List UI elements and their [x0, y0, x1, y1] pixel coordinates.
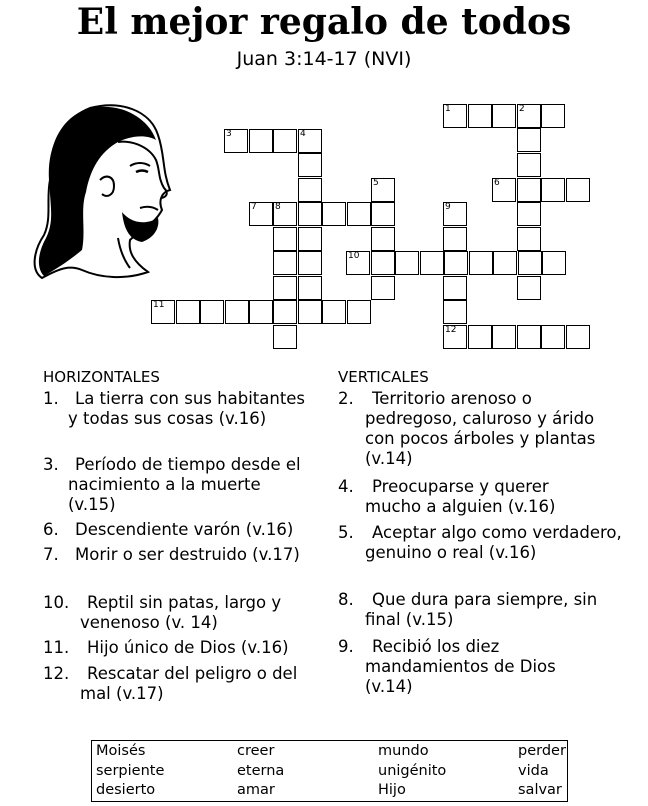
crossword-cell[interactable]: [298, 129, 322, 153]
clue-text: Preocuparse y querer mucho a alguien (v.16): [365, 477, 556, 516]
clue-text: Descendiente varón (v.16): [75, 520, 294, 539]
crossword-cell[interactable]: [371, 276, 395, 300]
crossword-cell[interactable]: [518, 251, 542, 275]
crossword-cell[interactable]: [273, 251, 297, 275]
crossword-cell[interactable]: [371, 178, 395, 202]
crossword-cell[interactable]: [492, 178, 516, 202]
clue-number: 9.: [338, 637, 354, 656]
clue-number: 6: [494, 178, 500, 188]
crossword-cell[interactable]: [420, 251, 444, 275]
crossword-cell[interactable]: [298, 178, 322, 202]
clue-text: La tierra con sus habitantes y todas sus cosas (v.16): [68, 389, 306, 428]
clue-number: 5: [373, 178, 379, 188]
crossword-cell[interactable]: [492, 325, 516, 349]
crossword-cell[interactable]: [541, 325, 565, 349]
crossword-cell[interactable]: [273, 300, 297, 324]
clue-number: 7.: [43, 545, 59, 564]
clue-text: Territorio arenoso o pedregoso, caluroso y árido con pocos árboles y plantas (v.14): [365, 389, 596, 468]
crossword-cell[interactable]: [249, 300, 273, 324]
down-heading: VERTICALES: [338, 368, 429, 386]
crossword-cell[interactable]: [224, 129, 248, 153]
crossword-cell[interactable]: [443, 202, 467, 226]
clue-number: 1: [445, 104, 451, 114]
clue-text: Aceptar algo como verdadero, genuino o real (v.16): [365, 523, 622, 562]
clue-number: 6.: [43, 520, 59, 539]
crossword-cell[interactable]: [298, 300, 322, 324]
crossword-cell[interactable]: [517, 227, 541, 251]
crossword-cell[interactable]: [443, 276, 467, 300]
clue-number: 4: [300, 129, 306, 139]
crossword-cell[interactable]: [249, 202, 273, 226]
page-subtitle: Juan 3:14-17 (NVI): [236, 48, 412, 70]
crossword-cell[interactable]: [469, 251, 493, 275]
clue-number: 11: [153, 300, 165, 310]
clue-number: 3.: [43, 455, 59, 474]
crossword-cell[interactable]: [347, 202, 371, 226]
crossword-cell[interactable]: [492, 104, 516, 128]
crossword-cell[interactable]: [468, 325, 492, 349]
word-bank-word: serpiente: [96, 763, 165, 779]
clue-number: 11.: [43, 638, 70, 657]
clue-number: 5.: [338, 523, 354, 542]
crossword-grid: [0, 0, 648, 360]
crossword-cell[interactable]: [322, 202, 346, 226]
word-bank-word: desierto: [96, 782, 156, 798]
crossword-cell[interactable]: [517, 325, 541, 349]
across-heading: HORIZONTALES: [43, 368, 160, 386]
clue-text: Rescatar del peligro o del mal (v.17): [80, 664, 298, 703]
crossword-cell[interactable]: [517, 276, 541, 300]
crossword-cell[interactable]: [298, 153, 322, 177]
clue-text: Hijo único de Dios (v.16): [87, 638, 289, 657]
word-bank-word: unigénito: [378, 763, 447, 779]
clue-number: 7: [251, 202, 257, 212]
clue-number: 10.: [43, 593, 70, 612]
word-bank-word: salvar: [518, 782, 562, 798]
word-bank-word: Hijo: [378, 782, 406, 798]
crossword-cell[interactable]: [493, 251, 517, 275]
crossword-cell[interactable]: [468, 104, 492, 128]
crossword-cell[interactable]: [298, 276, 322, 300]
clue-number: 12: [445, 325, 457, 335]
crossword-cell[interactable]: [443, 325, 467, 349]
word-bank-word: vida: [518, 763, 549, 779]
crossword-cell[interactable]: [395, 251, 419, 275]
crossword-cell[interactable]: [322, 300, 346, 324]
crossword-cell[interactable]: [273, 129, 297, 153]
crossword-cell[interactable]: [371, 202, 395, 226]
page-title: El mejor regalo de todos: [76, 1, 572, 43]
word-bank-word: Moisés: [96, 743, 146, 759]
crossword-cell[interactable]: [176, 300, 200, 324]
clue-text: Recibió los diez mandamientos de Dios (v.14): [365, 637, 556, 696]
crossword-cell[interactable]: [443, 104, 467, 128]
clue-number: 4.: [338, 477, 354, 496]
word-bank-word: eterna: [237, 763, 285, 779]
word-bank-word: creer: [237, 743, 275, 759]
crossword-cell[interactable]: [517, 178, 541, 202]
crossword-cell[interactable]: [542, 251, 566, 275]
crossword-cell[interactable]: [273, 325, 297, 349]
crossword-cell[interactable]: [200, 300, 224, 324]
clue-number: 8.: [338, 590, 354, 609]
word-bank-word: mundo: [378, 743, 429, 759]
word-bank-word: perder: [518, 743, 566, 759]
clue-number: 2: [519, 104, 525, 114]
crossword-cell[interactable]: [566, 325, 590, 349]
crossword-cell[interactable]: [541, 104, 565, 128]
crossword-cell[interactable]: [273, 202, 297, 226]
crossword-cell[interactable]: [517, 202, 541, 226]
crossword-cell[interactable]: [444, 251, 468, 275]
crossword-cell[interactable]: [298, 202, 322, 226]
crossword-cell[interactable]: [298, 251, 322, 275]
clue-number: 10: [348, 251, 360, 261]
crossword-cell[interactable]: [273, 276, 297, 300]
clue-text: Que dura para siempre, sin final (v.15): [365, 590, 598, 629]
crossword-cell[interactable]: [273, 227, 297, 251]
crossword-cell[interactable]: [541, 178, 565, 202]
crossword-cell[interactable]: [347, 300, 371, 324]
clue-number: 3: [226, 129, 232, 139]
crossword-cell[interactable]: [566, 178, 590, 202]
clue-text: Reptil sin patas, largo y venenoso (v. 14): [80, 593, 282, 632]
crossword-cell[interactable]: [346, 251, 370, 275]
crossword-cell[interactable]: [371, 251, 395, 275]
clue-number: 12.: [43, 664, 70, 683]
clue-number: 8: [275, 202, 281, 212]
crossword-cell[interactable]: [517, 104, 541, 128]
clue-number: 9: [445, 202, 451, 212]
crossword-cell[interactable]: [443, 227, 467, 251]
crossword-cell[interactable]: [443, 300, 467, 324]
word-bank-word: amar: [237, 782, 275, 798]
clue-number: 2.: [338, 389, 354, 408]
crossword-cell[interactable]: [298, 227, 322, 251]
clue-number: 1.: [43, 389, 59, 408]
crossword-cell[interactable]: [371, 227, 395, 251]
word-bank: [91, 740, 568, 802]
crossword-cell[interactable]: [517, 153, 541, 177]
crossword-cell[interactable]: [517, 128, 541, 152]
clue-text: Período de tiempo desde el nacimiento a la muerte (v.15): [68, 455, 301, 514]
crossword-cell[interactable]: [151, 300, 175, 324]
crossword-cell[interactable]: [249, 129, 273, 153]
clue-text: Morir o ser destruido (v.17): [75, 545, 300, 564]
crossword-cell[interactable]: [225, 300, 249, 324]
